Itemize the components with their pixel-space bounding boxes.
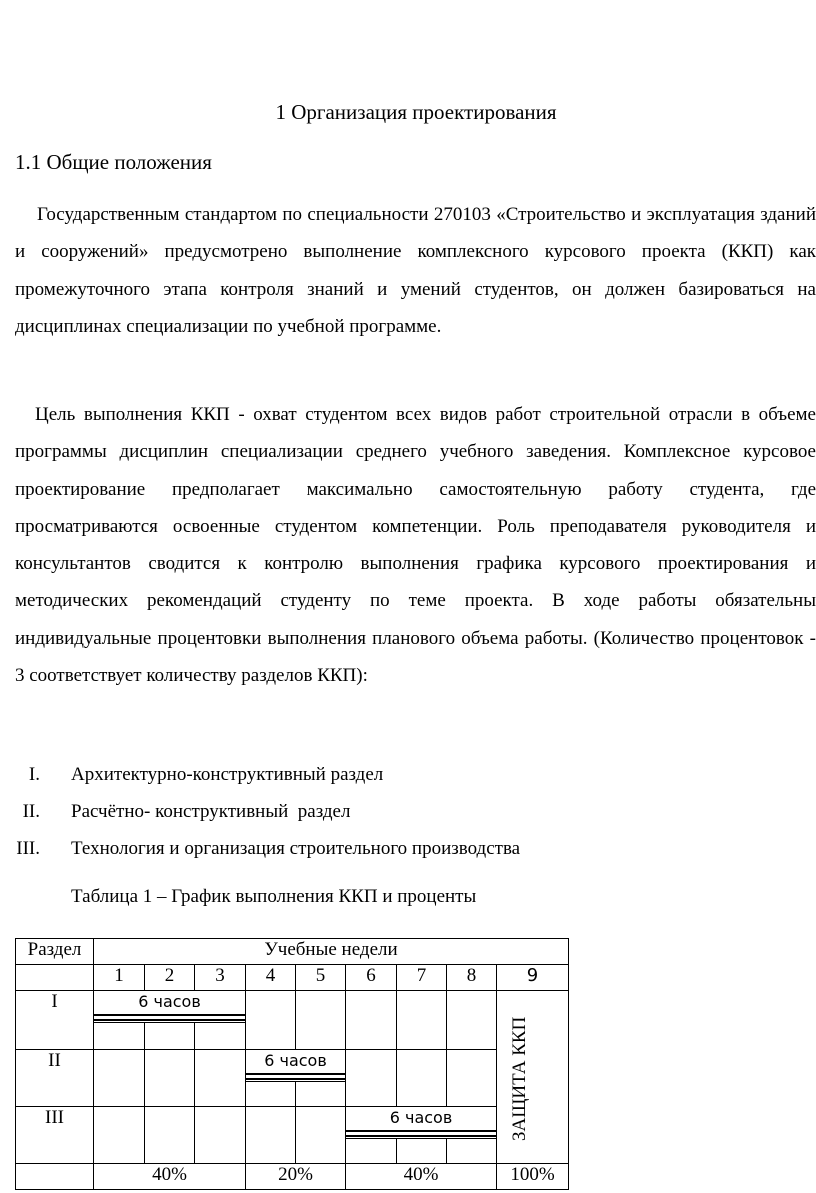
subsection-title: 1.1 Общие положения bbox=[15, 150, 212, 174]
paragraph-goal: Цель выполнения ККП - охват студентом всех видов работ строительной отрасли в объеме программы дисциплин специализации среднего учебного заведения. Комплексное курсовое проектирование предполагает максимально самостоятельную работу студента, где просматриваются освоенные студентом компетенции. Роль преподавателя руководителя и консультантов сводится к контролю выполнения графика курсового проектирования и методических рекомендаций студенту по теме проекта. В ходе работы обязательны индивидуальные процентовки выполнения планового объема работы. (Количество процентовок - 3 соответствует количеству разделов ККП): bbox=[15, 404, 816, 687]
empty-cell bbox=[397, 991, 447, 1050]
schedule-bar bbox=[94, 991, 246, 1023]
empty-cell bbox=[195, 1107, 246, 1164]
week-number: 4 bbox=[246, 965, 296, 991]
week-number: 7 bbox=[397, 965, 447, 991]
defense-label: ЗАЩИТА ККП bbox=[509, 1016, 530, 1141]
list-item-number: II. bbox=[22, 801, 40, 822]
footer-blank bbox=[16, 1164, 94, 1190]
bar-label: 6 часов bbox=[264, 1051, 327, 1070]
week-number: 2 bbox=[145, 965, 195, 991]
schedule-bar bbox=[246, 1050, 346, 1082]
empty-cell bbox=[447, 1050, 497, 1107]
header-section: Раздел bbox=[16, 939, 94, 965]
percent-total: 100% bbox=[497, 1164, 569, 1190]
section-label: I bbox=[16, 991, 94, 1050]
list-item-text: Архитектурно-конструктивный раздел bbox=[71, 764, 384, 785]
empty-cell bbox=[195, 1050, 246, 1107]
empty-cell bbox=[195, 1023, 246, 1050]
bar-line bbox=[94, 1014, 245, 1021]
empty-cell bbox=[246, 1107, 296, 1164]
week-number: 8 bbox=[447, 965, 497, 991]
bar-line bbox=[246, 1073, 345, 1080]
week-number: 3 bbox=[195, 965, 246, 991]
list-item-number: III. bbox=[16, 838, 40, 859]
header-weeks: Учебные недели bbox=[94, 939, 569, 965]
empty-cell bbox=[94, 1050, 145, 1107]
paragraph-standard: Государственным стандартом по специальности 270103 «Строительство и эксплуатация зданий и сооружений» предусмотрено выполнение комплексного курсового проекта (ККП) как промежуточного этапа контроля знаний и умений студентов, он должен базироваться на дисциплинах специализации по учебной программе. bbox=[15, 204, 816, 337]
week-number: 9 bbox=[497, 965, 569, 991]
empty-cell bbox=[397, 1050, 447, 1107]
empty-cell bbox=[346, 991, 397, 1050]
section-label: III bbox=[16, 1107, 94, 1164]
empty-cell bbox=[145, 1050, 195, 1107]
empty-cell bbox=[397, 1139, 447, 1164]
bar-label: 6 часов bbox=[138, 992, 201, 1011]
empty-cell bbox=[296, 991, 346, 1050]
empty-cell bbox=[296, 1107, 346, 1164]
empty-cell bbox=[94, 1023, 145, 1050]
week-number: 1 bbox=[94, 965, 145, 991]
section-title: 1 Организация проектирования bbox=[275, 100, 557, 124]
week-number: 6 bbox=[346, 965, 397, 991]
empty-cell bbox=[346, 1050, 397, 1107]
schedule-table bbox=[15, 938, 569, 1190]
list-item-text: Расчётно- конструктивный раздел bbox=[71, 801, 351, 822]
bar-line bbox=[346, 1130, 496, 1137]
week-number: 5 bbox=[296, 965, 346, 991]
header-blank bbox=[16, 965, 94, 991]
empty-cell bbox=[145, 1107, 195, 1164]
empty-cell bbox=[145, 1023, 195, 1050]
bar-label: 6 часов bbox=[389, 1108, 453, 1127]
empty-cell bbox=[296, 1082, 346, 1107]
percent-cell: 40% bbox=[346, 1164, 497, 1190]
empty-cell bbox=[346, 1139, 397, 1164]
empty-cell bbox=[94, 1107, 145, 1164]
percent-cell: 20% bbox=[246, 1164, 346, 1190]
empty-cell bbox=[246, 1082, 296, 1107]
percent-cell: 40% bbox=[94, 1164, 246, 1190]
table-caption: Таблица 1 – График выполнения ККП и проценты bbox=[71, 886, 477, 907]
empty-cell bbox=[447, 991, 497, 1050]
schedule-bar bbox=[346, 1107, 497, 1139]
defense-cell bbox=[497, 991, 569, 1164]
list-item-number: I. bbox=[28, 764, 40, 785]
empty-cell bbox=[447, 1139, 497, 1164]
list-item-text: Технология и организация строительного производства bbox=[71, 838, 521, 859]
section-label: II bbox=[16, 1050, 94, 1107]
empty-cell bbox=[246, 991, 296, 1050]
